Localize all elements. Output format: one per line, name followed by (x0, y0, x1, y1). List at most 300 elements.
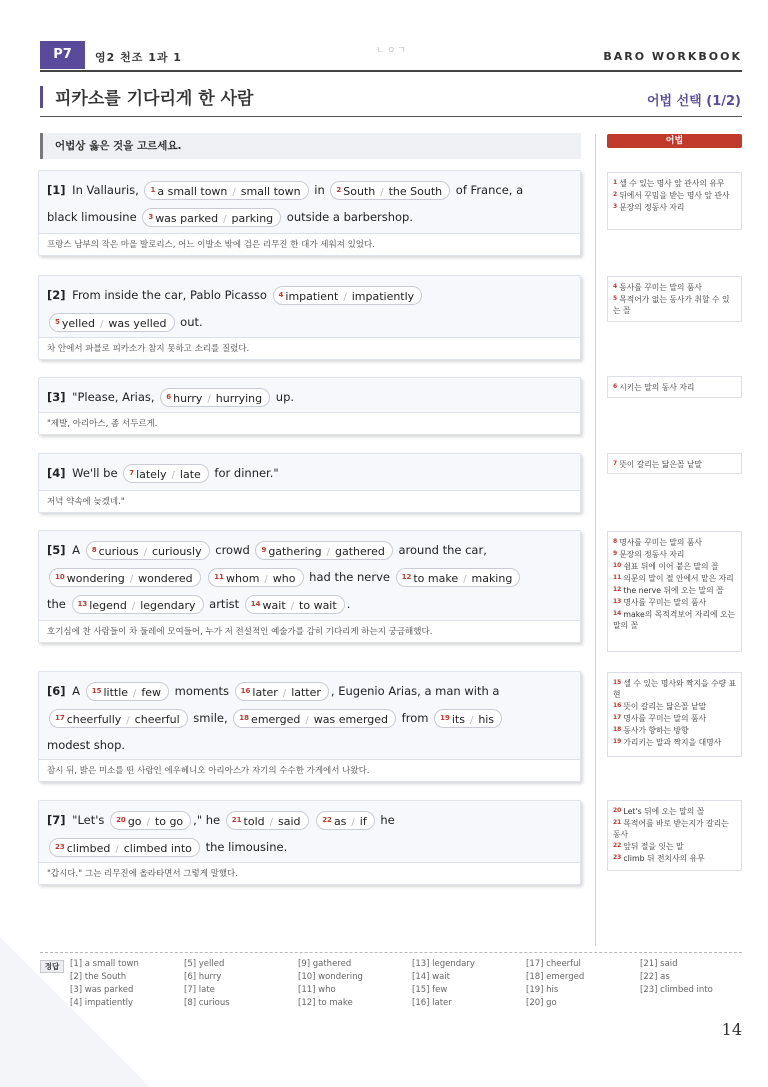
choice-option-a[interactable]: told (243, 815, 265, 828)
note-text: 동사가 향하는 방향 (623, 726, 689, 735)
note-text: 목적어가 없는 동사가 취할 수 있는 꼴 (613, 295, 730, 315)
choice-option-b[interactable]: gathered (335, 545, 385, 558)
question-line (47, 282, 574, 309)
note-text: 문장의 정동사 자리 (619, 550, 685, 559)
sentence-text (311, 813, 315, 827)
choice-option-a[interactable]: emerged (251, 713, 301, 726)
choice-option-a[interactable]: lately (136, 468, 167, 481)
note-text: 명사를 꾸미는 말의 품사 (623, 714, 707, 723)
sentence-text: from (398, 711, 433, 725)
answer-column (640, 958, 750, 997)
choice-number: 16 (240, 687, 251, 695)
choice-pill[interactable] (142, 208, 281, 227)
sentence-text: the limousine. (201, 840, 288, 854)
question-number: [3] (47, 390, 66, 404)
note-number: 8 (613, 538, 618, 545)
unit-label: 영2 천조 1과 1 (95, 51, 182, 64)
answer-item: [11] who (298, 985, 336, 995)
choice-option-a[interactable]: climbed (66, 842, 111, 855)
choice-option-a[interactable]: South (343, 185, 376, 198)
sentence-text: . (346, 597, 351, 611)
instruction-bar: 어법상 옳은 것을 고르세요. (40, 133, 581, 159)
note-text: 뒤에서 꾸밈을 받는 명사 앞 관사 (619, 191, 730, 200)
note-number: 18 (613, 726, 622, 733)
choice-separator: / (463, 574, 467, 585)
choice-option-b[interactable]: curiously (151, 545, 202, 558)
choice-option-b[interactable]: parking (231, 212, 274, 225)
choice-pill[interactable] (86, 541, 210, 560)
note-number: 4 (613, 283, 618, 290)
question-line (47, 807, 574, 834)
choice-number: 13 (77, 600, 88, 608)
brand-name: BARO WORKBOOK (603, 50, 742, 63)
choice-option-b[interactable]: the South (388, 185, 443, 198)
choice-option-b[interactable]: late (179, 468, 201, 481)
sentence-text: moments (171, 684, 233, 698)
question-line (47, 384, 574, 411)
sentence-text: out. (176, 315, 203, 329)
question-box (38, 453, 581, 513)
choice-number: 11 (214, 573, 224, 581)
choice-number: 22 (322, 816, 332, 824)
answer-column (184, 958, 294, 1010)
translation-text: 잠시 뒤, 밝은 미소를 띤 사람인 에우헤니오 아리아스가 자기의 수수한 가게에서 나왔다. (39, 759, 580, 781)
choice-separator: / (126, 715, 130, 726)
choice-number: 12 (401, 573, 412, 581)
choice-number: 8 (91, 546, 97, 554)
choice-pill[interactable] (226, 811, 309, 830)
choice-option-a[interactable]: later (252, 686, 278, 699)
question-line (47, 732, 574, 759)
question-number: [2] (47, 288, 66, 302)
answer-item: [19] his (526, 985, 559, 995)
choice-option-a[interactable]: a small town (157, 185, 228, 198)
sentence-text: of France, a (452, 183, 524, 197)
note-number: 2 (613, 191, 618, 198)
choice-option-b[interactable]: cheerful (134, 713, 180, 726)
grammar-note (613, 724, 737, 736)
question-line (47, 460, 574, 487)
choice-pill[interactable] (123, 464, 209, 483)
note-number: 5 (613, 295, 618, 302)
question-line (47, 834, 574, 861)
choice-number: 15 (91, 687, 102, 695)
grammar-note (613, 572, 737, 584)
question-box (38, 800, 581, 885)
grammar-note-box (607, 276, 742, 322)
sentence-text: crowd (211, 543, 254, 557)
question-box (38, 377, 581, 435)
choice-option-b[interactable]: few (141, 686, 162, 699)
question-line (47, 537, 574, 564)
choice-number: 14 (250, 600, 261, 608)
choice-pill[interactable] (273, 286, 423, 305)
choice-separator: / (171, 470, 175, 481)
choice-option-b[interactable]: impatiently (351, 290, 415, 303)
choice-option-b[interactable]: said (278, 815, 301, 828)
choice-separator: / (223, 214, 227, 225)
choice-number: 10 (55, 573, 65, 581)
choice-separator: / (343, 292, 347, 303)
sentence-text: , Eugenio Arias, a man with a (330, 684, 500, 698)
question-text (47, 460, 574, 487)
grammar-note (613, 189, 737, 201)
answer-column (70, 958, 180, 1010)
answer-item: [20] go (526, 998, 557, 1008)
choice-option-a[interactable]: wondering (66, 572, 125, 585)
choice-pill[interactable] (49, 838, 200, 857)
note-text: 명사를 꾸미는 말의 품사 (619, 538, 702, 547)
choice-number: 1 (150, 186, 156, 194)
grammar-note-box (607, 453, 742, 474)
note-text: 동사를 꾸미는 말의 품사 (619, 283, 702, 292)
question-box (38, 671, 581, 782)
choice-separator: / (269, 817, 274, 828)
choice-pill[interactable] (316, 811, 375, 830)
choice-number: 17 (55, 714, 65, 722)
choice-pill[interactable] (49, 709, 188, 728)
choice-pill[interactable] (330, 181, 450, 200)
choice-separator: / (100, 319, 104, 330)
choice-option-b[interactable]: to go (154, 815, 184, 828)
note-number: 23 (613, 854, 622, 861)
grammar-note-box (607, 376, 742, 398)
sentence-text: From inside the car, Pablo Picasso (68, 288, 271, 302)
choice-pill[interactable] (86, 682, 169, 701)
sentence-text: A (68, 684, 84, 698)
question-text (47, 384, 574, 411)
question-number: [6] (47, 684, 66, 698)
note-text: 목적어를 바로 받는지가 갈리는 동사 (613, 819, 729, 839)
choice-option-b[interactable]: making (471, 572, 513, 585)
choice-option-a[interactable]: was parked (155, 212, 219, 225)
grammar-note (613, 381, 737, 393)
page-title: 피카소를 기다리게 한 사람 (55, 89, 254, 109)
question-box (38, 530, 581, 643)
choice-option-b[interactable]: was emerged (313, 713, 389, 726)
choice-separator: / (232, 187, 236, 198)
choice-pill[interactable] (160, 388, 270, 407)
note-number: 17 (613, 714, 622, 721)
choice-separator: / (133, 688, 137, 699)
translation-text: 프랑스 남부의 작은 마을 발로리스, 어느 이발소 밖에 검은 리무진 한 대가 세워져 있었다. (39, 233, 580, 255)
grammar-label: 어법 (607, 134, 742, 148)
answer-item: [17] cheerful (526, 959, 581, 969)
choice-option-b[interactable]: if (359, 815, 367, 828)
question-line (47, 678, 574, 705)
choice-option-a[interactable]: gathering (268, 545, 322, 558)
choice-option-a[interactable]: hurry (173, 392, 203, 405)
note-text: Let's 뒤에 오는 말의 꼴 (623, 807, 705, 816)
grammar-note (613, 560, 737, 572)
note-text: 명사를 꾸미는 말의 품사 (623, 598, 707, 607)
note-text: climb 뒤 전치사의 유무 (623, 854, 705, 863)
choice-option-b[interactable]: climbed into (123, 842, 192, 855)
choice-number: 2 (336, 186, 342, 194)
note-text: 문장의 정동사 자리 (619, 203, 685, 212)
choice-option-b[interactable]: was yelled (108, 317, 167, 330)
choice-separator: / (264, 574, 268, 585)
grammar-note (613, 805, 737, 817)
answer-item: [13] legendary (412, 959, 475, 969)
grammar-note (613, 840, 737, 852)
choice-number: 9 (261, 546, 267, 554)
sentence-text: around the car, (394, 543, 487, 557)
choice-separator: / (351, 817, 355, 828)
choice-number: 6 (166, 393, 172, 401)
answer-item: [10] wondering (298, 972, 363, 982)
note-number: 1 (613, 179, 618, 186)
note-text: 쉼표 뒤에 이어 붙은 말의 꼴 (623, 562, 719, 571)
choice-pill[interactable] (72, 595, 204, 614)
choice-option-b[interactable]: latter (291, 686, 321, 699)
choice-number: 19 (440, 714, 450, 722)
choice-option-a[interactable]: cheerfully (66, 713, 122, 726)
answer-item: [8] curious (184, 998, 230, 1008)
question-number: [4] (47, 466, 66, 480)
page-number: 14 (721, 1020, 742, 1039)
note-text: make의 목적격보어 자리에 오는 말의 꼴 (613, 610, 736, 630)
choice-option-a[interactable]: wait (262, 599, 286, 612)
choice-pill[interactable] (434, 709, 502, 728)
choice-separator: / (290, 601, 295, 612)
translation-text: 저녁 약속에 늦겠네." (39, 490, 580, 512)
answer-item: [15] few (412, 985, 448, 995)
choice-option-b[interactable]: his (478, 713, 495, 726)
choice-number: 18 (239, 714, 250, 722)
note-text: the nerve 뒤에 오는 말의 꼴 (623, 586, 724, 595)
choice-separator: / (146, 817, 150, 828)
answer-item: [1] a small town (70, 959, 139, 969)
sentence-text: for dinner." (210, 466, 279, 480)
choice-option-a[interactable]: impatient (285, 290, 339, 303)
choice-option-a[interactable]: little (103, 686, 129, 699)
question-line (47, 204, 574, 231)
choice-separator: / (131, 601, 136, 612)
question-box (38, 170, 581, 256)
sentence-text: "Please, Arias, (68, 390, 159, 404)
note-number: 21 (613, 819, 622, 826)
question-text (47, 807, 574, 861)
note-text: 셀 수 있는 명사와 짝지을 수량 표현 (613, 679, 737, 699)
choice-separator: / (282, 688, 287, 699)
translation-text: "갑시다." 그는 리무진에 올라타면서 그렇게 말했다. (39, 862, 580, 884)
sentence-text (203, 570, 207, 584)
choice-pill[interactable] (396, 568, 521, 587)
page-header (40, 41, 742, 72)
note-number: 15 (613, 679, 622, 686)
question-text (47, 678, 574, 759)
grammar-note (613, 677, 737, 700)
choice-pill[interactable] (110, 811, 191, 830)
choice-option-a[interactable]: curious (98, 545, 139, 558)
answer-item: [5] yelled (184, 959, 225, 969)
choice-separator: / (129, 574, 134, 585)
grammar-note (613, 596, 737, 608)
choice-pill[interactable] (235, 682, 329, 701)
translation-text: 호기심에 찬 사람들이 차 둘레에 모여들어, 누가 저 전설적인 예술가를 감히 기다리게 하는지 궁금해했다. (39, 620, 580, 642)
grammar-note (613, 852, 737, 864)
sentence-text: up. (272, 390, 295, 404)
note-number: 7 (613, 460, 618, 467)
choice-pill[interactable] (144, 181, 308, 200)
question-number: [5] (47, 543, 66, 557)
note-number: 6 (613, 383, 618, 390)
grammar-note (613, 548, 737, 560)
question-number: [7] (47, 813, 66, 827)
grammar-note-box (607, 531, 742, 652)
choice-option-a[interactable]: whom (226, 572, 260, 585)
grammar-note (613, 177, 737, 189)
note-text: 의문의 말이 절 안에서 맡은 자리 (623, 574, 734, 583)
grammar-note (613, 712, 737, 724)
choice-separator: / (305, 715, 309, 726)
choice-number: 23 (55, 843, 65, 851)
note-number: 11 (613, 574, 622, 581)
note-number: 12 (613, 586, 622, 593)
page-tag: P7 (40, 41, 85, 69)
choice-number: 21 (231, 816, 242, 824)
choice-separator: / (115, 844, 119, 855)
sentence-text: A (68, 543, 84, 557)
question-line (47, 177, 574, 204)
sentence-text: We'll be (68, 466, 122, 480)
question-line (47, 309, 574, 336)
note-text: 시키는 말의 동사 자리 (619, 383, 695, 392)
choice-pill[interactable] (49, 313, 175, 332)
note-number: 20 (613, 807, 622, 814)
choice-option-b[interactable]: who (272, 572, 296, 585)
answer-item: [12] to make (298, 998, 353, 1008)
grammar-note (613, 293, 737, 316)
choice-pill[interactable] (208, 568, 303, 587)
translation-text: 차 안에서 파블로 피카소가 참지 못하고 소리를 질렀다. (39, 337, 580, 359)
choice-option-b[interactable]: hurrying (215, 392, 263, 405)
choice-pill[interactable] (49, 568, 201, 587)
answer-item: [7] late (184, 985, 215, 995)
note-text: 앞뒤 절을 잇는 말 (623, 842, 684, 851)
answer-column (412, 958, 522, 1010)
question-text (47, 282, 574, 336)
sentence-text: he (376, 813, 395, 827)
note-number: 16 (613, 702, 622, 709)
answer-item: [14] wait (412, 972, 451, 982)
column-divider (595, 134, 596, 946)
choice-option-a[interactable]: its (451, 713, 465, 726)
grammar-note (613, 817, 737, 840)
choice-option-a[interactable]: legend (89, 599, 127, 612)
answer-divider (40, 952, 742, 953)
sentence-text: In Vallauris, (68, 183, 143, 197)
answer-column (526, 958, 636, 1010)
sentence-text: had the nerve (305, 570, 394, 584)
answer-item: [9] gathered (298, 959, 352, 969)
choice-option-a[interactable]: go (127, 815, 142, 828)
answer-item: [18] emerged (526, 972, 585, 982)
note-number: 3 (613, 203, 618, 210)
note-number: 13 (613, 598, 622, 605)
choice-separator: / (380, 187, 384, 198)
note-text: 뜻이 갈리는 닮은꼴 낱말 (619, 460, 702, 469)
choice-option-a[interactable]: to make (413, 572, 459, 585)
question-line (47, 591, 574, 618)
choice-option-b[interactable]: small town (240, 185, 301, 198)
question-box (38, 275, 581, 360)
question-line (47, 564, 574, 591)
grammar-note (613, 608, 737, 631)
choice-option-a[interactable]: yelled (61, 317, 96, 330)
choice-pill[interactable] (255, 541, 392, 560)
sentence-text: black limousine (47, 210, 141, 224)
question-text (47, 177, 574, 231)
question-text (47, 537, 574, 618)
choice-number: 20 (116, 816, 126, 824)
grammar-note (613, 536, 737, 548)
choice-option-b[interactable]: legendary (140, 599, 196, 612)
faint-mark: ㄴㅇㄱ (376, 46, 409, 56)
title-bar (40, 86, 280, 108)
choice-option-b[interactable]: wondered (138, 572, 193, 585)
note-number: 22 (613, 842, 622, 849)
note-text: 뜻이 갈리는 닮은꼴 낱말 (623, 702, 707, 711)
answer-item: [16] later (412, 998, 452, 1008)
note-number: 10 (613, 562, 622, 569)
choice-separator: / (326, 547, 331, 558)
grammar-note-box (607, 672, 742, 757)
sentence-text: the (47, 597, 70, 611)
section-title: 어법 선택 (1/2) (646, 94, 741, 109)
answer-item: [22] as (640, 972, 670, 982)
note-number: 14 (613, 610, 622, 617)
grammar-note (613, 584, 737, 596)
answer-column (298, 958, 408, 1010)
grammar-note (613, 736, 737, 748)
choice-number: 5 (55, 318, 60, 326)
sentence-text: outside a barbershop. (283, 210, 414, 224)
sentence-text: artist (205, 597, 243, 611)
answer-item: [21] said (640, 959, 678, 969)
translation-text: "제발, 아리아스, 좀 서두르게. (39, 412, 580, 434)
sentence-text: in (310, 183, 329, 197)
grammar-note-box (607, 800, 742, 871)
grammar-note (613, 201, 737, 213)
sentence-text: smile, (189, 711, 232, 725)
choice-number: 3 (148, 213, 154, 221)
sentence-text: "Let's (68, 813, 109, 827)
choice-pill[interactable] (233, 709, 396, 728)
choice-separator: / (143, 547, 147, 558)
answer-label: 정답 (40, 960, 64, 973)
answer-item: [2] the South (70, 972, 127, 982)
answer-item: [23] climbed into (640, 985, 713, 995)
note-number: 19 (613, 738, 622, 745)
choice-option-a[interactable]: as (333, 815, 347, 828)
grammar-note (613, 458, 737, 470)
answer-item: [6] hurry (184, 972, 222, 982)
choice-separator: / (207, 394, 211, 405)
grammar-note-box (607, 172, 742, 230)
grammar-note (613, 281, 737, 293)
note-text: 셀 수 있는 명사 앞 관사의 유무 (619, 179, 725, 188)
note-text: 가리키는 말과 짝지을 대명사 (623, 738, 722, 747)
choice-number: 7 (129, 469, 135, 477)
grammar-note (613, 700, 737, 712)
choice-option-b[interactable]: to wait (299, 599, 337, 612)
choice-pill[interactable] (245, 595, 345, 614)
answer-item: [4] impatiently (70, 998, 134, 1008)
sentence-text: modest shop. (47, 738, 126, 752)
choice-separator: / (469, 715, 474, 726)
